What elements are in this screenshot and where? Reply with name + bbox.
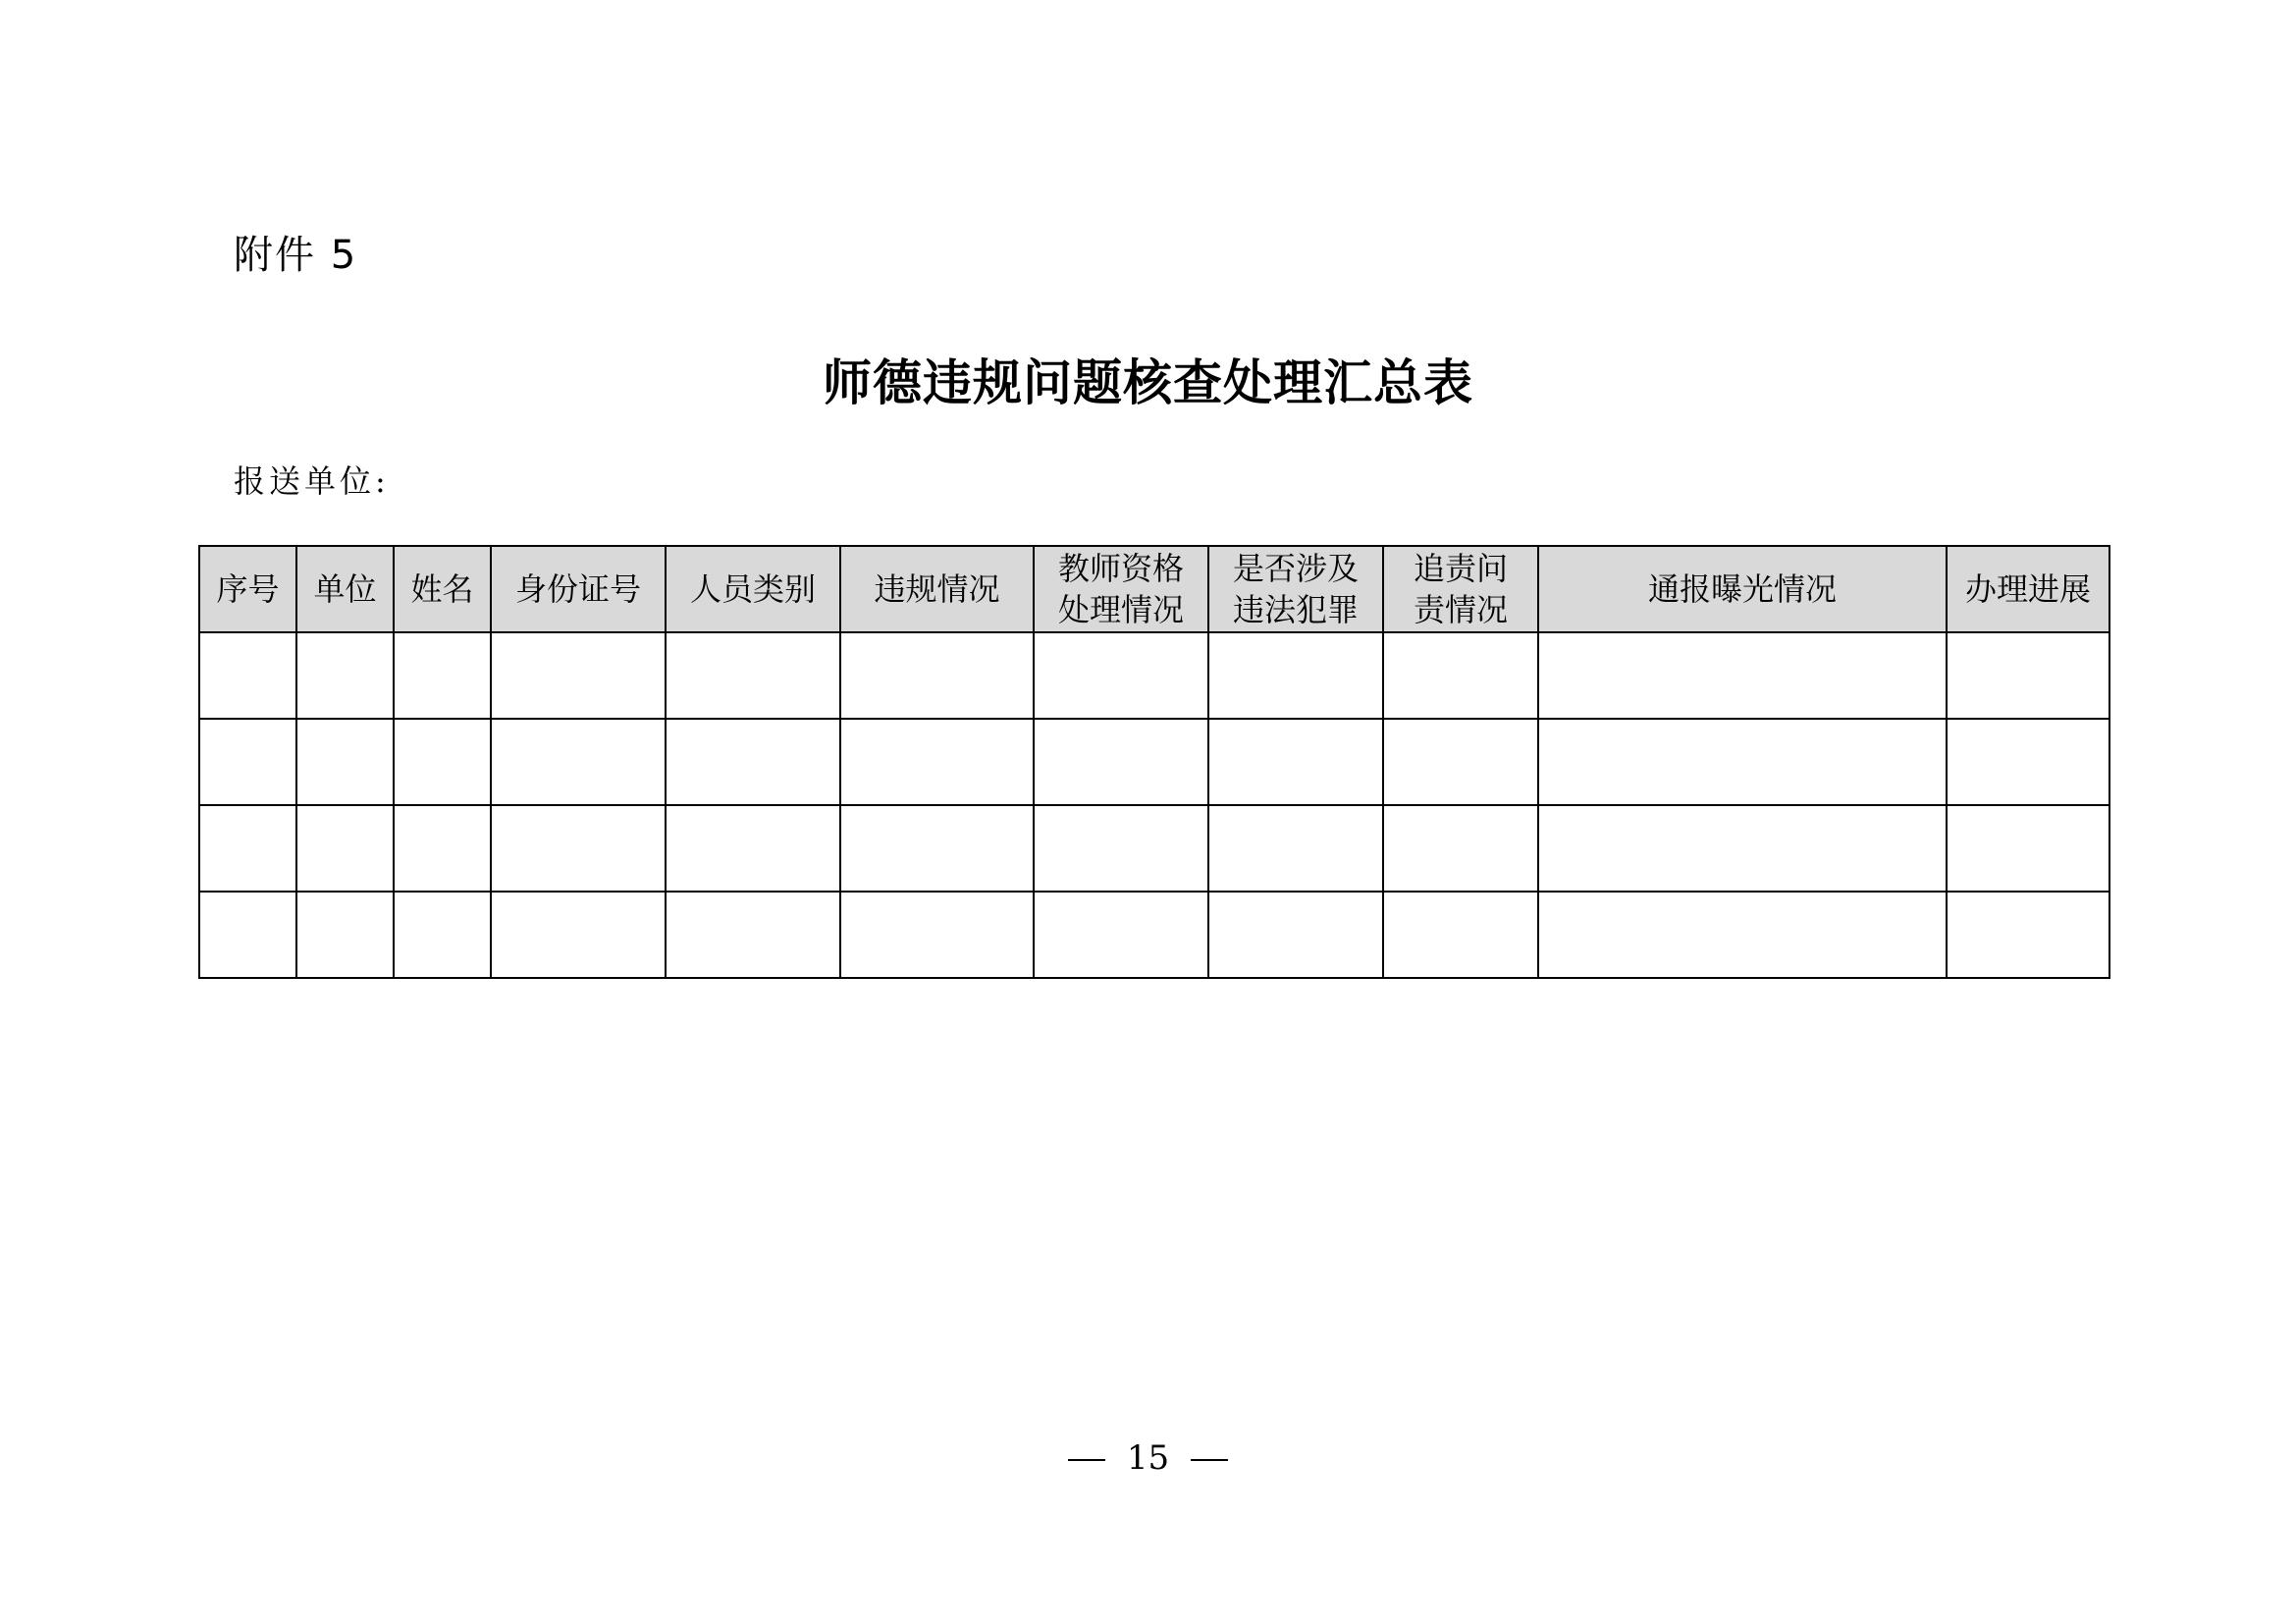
page-title: 师德违规问题核查处理汇总表 (823, 353, 1473, 411)
table-cell[interactable] (1947, 892, 2109, 978)
page-number: 15 (1126, 1438, 1170, 1478)
column-header-progress (1947, 546, 2109, 632)
table-cell[interactable] (491, 805, 666, 892)
table-cell[interactable] (840, 632, 1034, 719)
table-row (199, 892, 2109, 978)
table-cell[interactable] (394, 892, 491, 978)
column-header-line: 序号 (216, 570, 280, 608)
table-cell[interactable] (394, 632, 491, 719)
table-cell[interactable] (1034, 892, 1208, 978)
table-row (199, 719, 2109, 805)
column-header-name (394, 546, 491, 632)
table-cell[interactable] (1947, 719, 2109, 805)
column-header-serial-number (199, 546, 296, 632)
table-cell[interactable] (491, 719, 666, 805)
table-cell[interactable] (199, 719, 296, 805)
table-cell[interactable] (1383, 892, 1538, 978)
column-header-line: 人员类别 (689, 570, 816, 608)
table-cell[interactable] (666, 719, 840, 805)
table-row (199, 805, 2109, 892)
table-cell[interactable] (199, 632, 296, 719)
table-cell[interactable] (1034, 719, 1208, 805)
table-cell[interactable] (840, 805, 1034, 892)
footer-dash-left (1068, 1459, 1105, 1461)
table-cell[interactable] (840, 892, 1034, 978)
table-cell[interactable] (1538, 892, 1947, 978)
column-header-qualification-handling (1034, 546, 1208, 632)
table-cell[interactable] (296, 719, 394, 805)
column-header-line: 违规情况 (874, 570, 1000, 608)
table-row (199, 632, 2109, 719)
table-cell[interactable] (491, 892, 666, 978)
table-cell[interactable] (394, 719, 491, 805)
table-cell[interactable] (296, 892, 394, 978)
table-cell[interactable] (1383, 632, 1538, 719)
table-cell[interactable] (1208, 719, 1383, 805)
table-cell[interactable] (666, 805, 840, 892)
table-cell[interactable] (1947, 632, 2109, 719)
column-header-id-number (491, 546, 666, 632)
table-cell[interactable] (1208, 805, 1383, 892)
table-cell[interactable] (1034, 632, 1208, 719)
table-cell[interactable] (666, 632, 840, 719)
column-header-line: 办理进展 (1964, 570, 2091, 608)
table-cell[interactable] (394, 805, 491, 892)
column-header-personnel-category (666, 546, 840, 632)
table-cell[interactable] (199, 892, 296, 978)
column-header-line: 通报曝光情况 (1647, 570, 1837, 608)
table-cell[interactable] (491, 632, 666, 719)
table-cell[interactable] (1538, 805, 1947, 892)
column-header-unit (296, 546, 394, 632)
table-cell[interactable] (1208, 632, 1383, 719)
table-cell[interactable] (1947, 805, 2109, 892)
summary-table (198, 545, 2110, 979)
page-footer (0, 1434, 2296, 1483)
footer-dash-right (1191, 1459, 1228, 1461)
column-header-criminal-involvement (1208, 546, 1383, 632)
column-header-line: 追责问 (1413, 550, 1508, 587)
table-cell[interactable] (1538, 632, 1947, 719)
header-row (199, 546, 2109, 632)
column-header-line: 处理情况 (1057, 591, 1184, 628)
table-cell[interactable] (666, 892, 840, 978)
table-cell[interactable] (1383, 719, 1538, 805)
column-header-line: 是否涉及 (1232, 550, 1359, 587)
table-cell[interactable] (1383, 805, 1538, 892)
table-cell[interactable] (1538, 719, 1947, 805)
column-header-line: 姓名 (410, 570, 474, 608)
reporting-unit-label: 报送单位: (234, 462, 390, 500)
table-cell[interactable] (296, 805, 394, 892)
column-header-accountability (1383, 546, 1538, 632)
table-cell[interactable] (296, 632, 394, 719)
table-cell[interactable] (1034, 805, 1208, 892)
column-header-violation (840, 546, 1034, 632)
attachment-label: 附件 5 (234, 233, 358, 278)
table-cell[interactable] (1208, 892, 1383, 978)
column-header-line: 身份证号 (514, 570, 641, 608)
column-header-line: 责情况 (1413, 591, 1508, 628)
column-header-line: 单位 (313, 570, 377, 608)
column-header-line: 违法犯罪 (1232, 591, 1359, 628)
column-header-public-disclosure (1538, 546, 1947, 632)
table-cell[interactable] (840, 719, 1034, 805)
table-cell[interactable] (199, 805, 296, 892)
column-header-line: 教师资格 (1057, 550, 1184, 587)
